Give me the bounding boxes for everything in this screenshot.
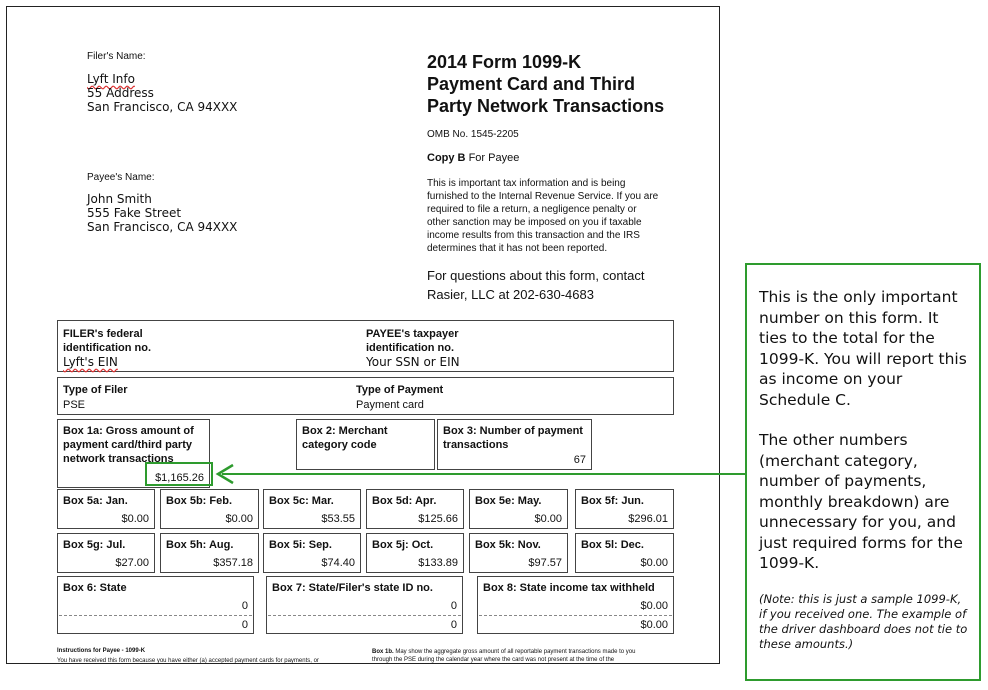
box-5k-label: Box 5k: Nov. [475, 539, 541, 551]
filer-line3: San Francisco, CA 94XXX [87, 100, 238, 114]
note-paragraph-2: The other numbers (merchant category, number of payments, monthly breakdown) are unnecessary for you, and just required forms for the 1099-K. [759, 431, 963, 572]
copy-b-label: Copy B [427, 152, 466, 164]
box-1b-text1: May show the aggregate gross amount of all reportable payment transactions made to you [395, 649, 636, 655]
box-5g-value: $27.00 [115, 557, 149, 569]
type-of-payment-label: Type of Payment [356, 384, 444, 396]
box-5e-label: Box 5e: May. [475, 495, 542, 507]
box-1a-value: $1,165.26 [155, 472, 204, 484]
filer-line1-text: Lyft Info [87, 72, 135, 86]
box-5k-value: $97.57 [528, 557, 562, 569]
box-8-value2: $0.00 [640, 619, 668, 631]
box-5d-label: Box 5d: Apr. [372, 495, 437, 507]
box-7-value1: 0 [450, 600, 457, 612]
payee-line1: John Smith [87, 192, 152, 206]
payee-id-value: Your SSN or EIN [366, 355, 460, 369]
box-5f-value: $296.01 [628, 513, 668, 525]
box-6-value2: 0 [241, 619, 248, 631]
omb-number: OMB No. 1545-2205 [427, 129, 519, 140]
box-5a-value: $0.00 [121, 513, 149, 525]
notice-line: determines that it has not been reported. [427, 243, 608, 254]
box-6-label: Box 6: State [63, 582, 127, 594]
payee-line2: 555 Fake Street [87, 206, 182, 220]
box-5g-label: Box 5g: Jul. [63, 539, 126, 551]
filer-line2: 55 Address [87, 86, 154, 100]
annotation-note [745, 263, 981, 681]
payee-name-heading: Payee's Name: [87, 172, 155, 183]
box-3-label-line1: Box 3: Number of payment [443, 425, 583, 437]
box-1a-label-line3: network transactions [63, 453, 174, 465]
type-of-filer-value: PSE [63, 399, 86, 411]
box-1a-label-line1: Box 1a: Gross amount of [63, 425, 194, 437]
contact-line2: Rasier, LLC at 202-630-4683 [427, 287, 594, 302]
instructions-title: Instructions for Payee - 1099-K [57, 648, 146, 654]
note-paragraph-3: (Note: this is just a sample 1099-K, if you received one. The example of the driver dashboard does not tie to these amounts.) [759, 591, 968, 651]
copy-b-for: For Payee [468, 152, 520, 164]
form-title-line3: Party Network Transactions [427, 96, 665, 116]
contact-line1: For questions about this form, contact [427, 268, 645, 283]
payee-line3: San Francisco, CA 94XXX [87, 220, 238, 234]
type-of-payment-value: Payment card [356, 399, 424, 411]
box-5b-value: $0.00 [225, 513, 253, 525]
box-5i-value: $74.40 [321, 557, 355, 569]
box-5h-value: $357.18 [213, 557, 253, 569]
box-7-label: Box 7: State/Filer's state ID no. [272, 582, 433, 594]
box-1b-text2: through the PSE during the calendar year where the card was not present at the time of the [372, 657, 615, 663]
box-5h-label: Box 5h: Aug. [166, 539, 234, 551]
payee-id-label-line2: identification no. [366, 342, 454, 354]
box-6-value1: 0 [241, 600, 248, 612]
type-of-filer-label: Type of Filer [63, 384, 128, 396]
box-5a-label: Box 5a: Jan. [63, 495, 128, 507]
payee-id-label-line1: PAYEE's taxpayer [366, 328, 459, 340]
box-7-value2: 0 [450, 619, 457, 631]
filer-id-label-line1: FILER's federal [63, 328, 143, 340]
notice-line: income results from this transaction and the IRS [427, 230, 640, 241]
box-1b-title: Box 1b. [372, 649, 394, 655]
note-paragraph-1: This is the only important number on this form. It ties to the total for the 1099-K. You will report this as income on your Schedule C. [759, 288, 967, 409]
box-8-value1: $0.00 [640, 600, 668, 612]
box-5l-value: $0.00 [640, 557, 668, 569]
box-8-label: Box 8: State income tax withheld [483, 582, 655, 594]
box-2-label-line1: Box 2: Merchant [302, 425, 388, 437]
box-5j-value: $133.89 [418, 557, 458, 569]
form-title-line1: 2014 Form 1099-K [427, 52, 582, 72]
box-5c-label: Box 5c: Mar. [269, 495, 334, 507]
box-5j-label: Box 5j: Oct. [372, 539, 434, 551]
box-1a-label-line2: payment card/third party [63, 439, 192, 451]
box-3-label-line2: transactions [443, 439, 509, 451]
box-5l-label: Box 5l: Dec. [581, 539, 644, 551]
notice-line: required to file a return, a negligence penalty or [427, 204, 637, 215]
box-5c-value: $53.55 [321, 513, 355, 525]
filer-id-value-text: Lyft's EIN [63, 355, 118, 369]
box-2-label-line2: category code [302, 439, 377, 451]
box-5d-value: $125.66 [418, 513, 458, 525]
filer-name-heading: Filer's Name: [87, 51, 146, 62]
instructions-text: You have received this form because you have either (a) accepted payment cards for payments, or [57, 658, 319, 664]
box-5e-value: $0.00 [534, 513, 562, 525]
box-5b-label: Box 5b: Feb. [166, 495, 233, 507]
notice-line: other sanction may be imposed on you if taxable [427, 217, 642, 228]
notice-line: This is important tax information and is being [427, 178, 626, 189]
box-3-value: 67 [573, 454, 586, 466]
box-5i-label: Box 5i: Sep. [269, 539, 332, 551]
box-5f-label: Box 5f: Jun. [581, 495, 644, 507]
form-title-line2: Payment Card and Third [427, 74, 636, 94]
notice-line: furnished to the Internal Revenue Service. If you are [427, 191, 659, 202]
filer-id-label-line2: identification no. [63, 342, 151, 354]
